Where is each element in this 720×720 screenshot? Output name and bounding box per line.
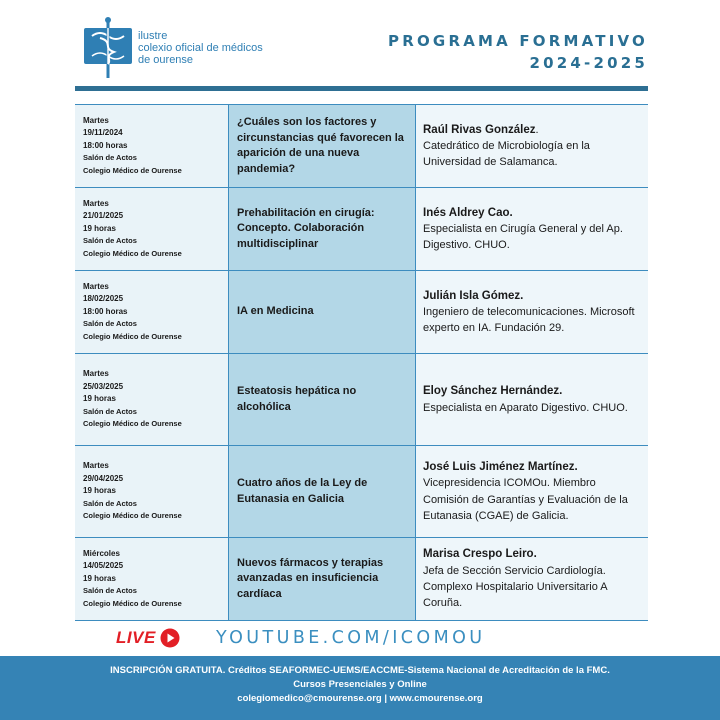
session-day: Martes (83, 198, 109, 208)
session-place: Colegio Médico de Ourense (83, 165, 182, 175)
footer-course-format: Cursos Presenciales y Online (293, 679, 427, 690)
session-topic: Prehabilitación en cirugía: Concepto. Colaboración multidisciplinar (237, 206, 375, 250)
session-date-cell (75, 354, 228, 445)
session-time: 19 horas (83, 486, 116, 496)
table-row (75, 354, 648, 446)
session-date: 19/11/2024 (83, 128, 123, 138)
session-venue: Salón de Actos (83, 406, 137, 416)
session-venue: Salón de Actos (83, 319, 137, 329)
live-stream-link[interactable] (116, 626, 180, 650)
session-place: Colegio Médico de Ourense (83, 419, 182, 429)
session-topic: Cuatro años de la Ley de Eutanasia en Galicia (237, 477, 368, 505)
speaker-name: Raúl Rivas González (423, 123, 536, 136)
session-time: 19 horas (83, 394, 116, 404)
session-speaker-cell (416, 271, 648, 353)
session-date: 21/01/2025 (83, 211, 124, 221)
session-topic-cell (228, 446, 416, 537)
speaker-name: Eloy Sánchez Hernández. (423, 385, 563, 398)
session-topic: Nuevos fármacos y terapias avanzadas en insuficiencia cardíaca (237, 556, 384, 600)
speaker-name: Marisa Crespo Leiro. (423, 548, 537, 561)
logo-line-2: colexio oficial de médicos (138, 42, 263, 54)
session-place: Colegio Médico de Ourense (83, 248, 182, 258)
table-row (75, 446, 648, 538)
session-speaker-cell (416, 446, 648, 537)
session-date: 18/02/2025 (83, 294, 124, 304)
session-venue: Salón de Actos (83, 498, 137, 508)
session-time: 18:00 horas (83, 140, 128, 150)
logo-line-1: ilustre (138, 30, 168, 42)
speaker-name: Julián Isla Gómez. (423, 289, 524, 302)
session-day: Martes (83, 461, 109, 471)
table-row (75, 105, 648, 188)
session-date: 25/03/2025 (83, 381, 124, 391)
session-place: Colegio Médico de Ourense (83, 331, 182, 341)
session-date-cell (75, 271, 228, 353)
session-topic-cell (228, 538, 416, 620)
session-venue: Salón de Actos (83, 236, 137, 246)
session-date-cell (75, 105, 228, 187)
speaker-role: Vicepresidencia ICOMOu. Miembro Comisión de Garantías y Evaluación de la Eutanasia (CGAE) de Galicia. (423, 477, 628, 522)
session-date-cell (75, 446, 228, 537)
speaker-role: Ingeniero de telecomunicaciones. Microsoft experto en IA. Fundación 29. (423, 305, 635, 335)
speaker-name: José Luis Jiménez Martínez. (423, 460, 578, 473)
youtube-channel-link[interactable]: YOUTUBE.COM/ICOMOU (216, 628, 486, 648)
program-title-years: 2024-2025 (529, 54, 648, 72)
session-topic-cell (228, 271, 416, 353)
session-date: 29/04/2025 (83, 473, 124, 483)
speaker-role: Catedrático de Microbiología en la Universidad de Salamanca. (423, 139, 590, 169)
speaker-role: Jefa de Sección Servicio Cardiología. Complexo Hospitalario Universitario A Coruña. (423, 564, 608, 610)
play-circle-icon (160, 628, 180, 648)
session-date: 14/05/2025 (83, 561, 124, 571)
speaker-name: Inés Aldrey Cao. (423, 206, 513, 219)
session-topic-cell (228, 188, 416, 270)
live-label: LIVE (116, 628, 156, 647)
program-title-name: PROGRAMA FORMATIVO (388, 32, 648, 50)
session-time: 19 horas (83, 573, 116, 583)
session-day: Martes (83, 115, 109, 125)
footer-banner (0, 656, 720, 720)
session-speaker-cell (416, 538, 648, 620)
table-row (75, 538, 648, 621)
schedule-table (75, 104, 648, 621)
table-row (75, 188, 648, 271)
session-day: Martes (83, 369, 109, 379)
speaker-role: Especialista en Aparato Digestivo. CHUO. (423, 401, 628, 414)
header (0, 0, 720, 88)
session-date-cell (75, 188, 228, 270)
footer-registration-text: INSCRIPCIÓN GRATUITA. Créditos SEAFORMEC-UEMS/EACCME-Sistema Nacional de Acreditación de la FMC. (110, 665, 610, 676)
session-day: Miércoles (83, 548, 120, 558)
session-topic: IA en Medicina (237, 305, 314, 318)
speaker-name-period: . (535, 123, 539, 136)
session-venue: Salón de Actos (83, 153, 137, 163)
session-date-cell (75, 538, 228, 620)
session-venue: Salón de Actos (83, 586, 137, 596)
session-speaker-cell (416, 105, 648, 187)
session-topic: ¿Cuáles son los factores y circunstancias qué favorecen la aparición de una nueva pandemia? (237, 116, 404, 175)
session-place: Colegio Médico de Ourense (83, 598, 182, 608)
caduceus-logo-icon (82, 16, 134, 80)
session-topic: Esteatosis hepática no alcohólica (237, 385, 357, 413)
session-time: 19 horas (83, 223, 116, 233)
college-logo[interactable] (82, 16, 262, 80)
table-row (75, 271, 648, 354)
logo-wordmark (138, 30, 263, 66)
session-time: 18:00 horas (83, 306, 128, 316)
table-top-rule (75, 86, 648, 91)
session-place: Colegio Médico de Ourense (83, 511, 182, 521)
session-speaker-cell (416, 354, 648, 445)
logo-line-3: de ourense (138, 54, 194, 66)
speaker-role: Especialista en Cirugía General y del Ap. Digestivo. CHUO. (423, 222, 623, 252)
footer-contact[interactable]: colegiomedico@cmourense.org | www.cmourense.org (237, 693, 483, 704)
program-title (388, 30, 648, 74)
session-topic-cell (228, 105, 416, 187)
session-day: Martes (83, 281, 109, 291)
session-speaker-cell (416, 188, 648, 270)
session-topic-cell (228, 354, 416, 445)
